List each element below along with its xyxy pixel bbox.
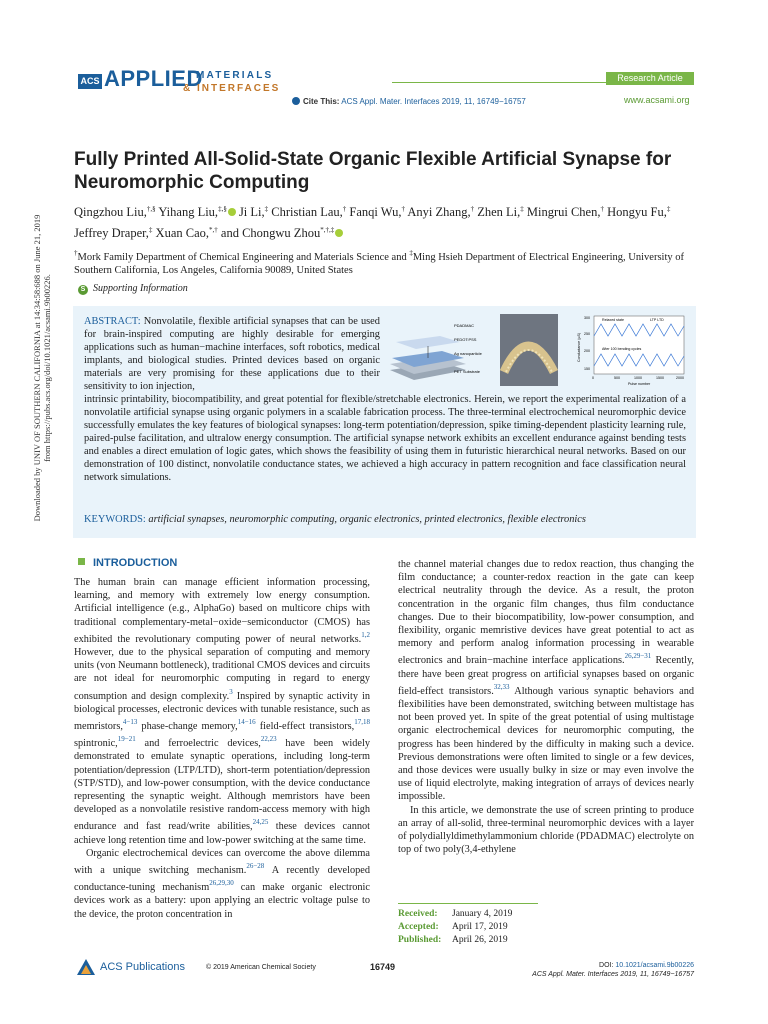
publisher-name: ACS Publications [100,961,185,973]
logo-interfaces: & INTERFACES [183,83,281,94]
section-marker-icon [78,558,85,565]
orcid-icon[interactable] [228,208,236,216]
plot-xtick: 1500 [656,376,664,380]
body-column-right [398,558,694,856]
plot-ylabel: Conductance (µS) [577,332,581,362]
journal-website-link[interactable]: www.acsami.org [624,95,690,105]
date-row: Received: January 4, 2019 [398,909,513,919]
flexible-device-photo [500,314,558,386]
author: Jeffrey Draper,‡ [74,226,153,240]
citation-ref[interactable]: 24,25 [252,818,269,827]
layer-stack-diagram [390,323,483,380]
citation-ref[interactable]: 19−21 [117,735,136,744]
layer-label: Ag nanoparticle [454,351,482,356]
author: Mingrui Chen,† [526,205,604,219]
plot-ytick: 200 [584,349,590,353]
plot-xtick: 0 [592,376,594,380]
abstract-label: ABSTRACT: [84,316,141,327]
paragraph: the channel material changes due to redox reaction, thus changing the film conductance; a counter-redox reaction in the gate can keep electrical neutrality through the device. As a result, the proton concentration in the organic film changes, thus film conductance changes. Due to their biocompatibility, low-power consumption, and flexibility, organic memristive devices have great potential to act as memory and perform analog information processing in wearable electronics and brain−machine interface applications.$^{26,29-31}$ Recently, there have been great progress on artificial synapses based on organic field-effect transistors.$^{32,33}$ Although various synaptic behaviors and flexibilities have been demonstrated, switching between multistage has not been proved yet. In spite of the great potential of using multistage organic electrochemical devices for neuromorphic computing, the progress has been hindered by the difficulty in making such a device. Previous demonstrations were often limited to single or a few devices, and those devices were usually bulky in size or may even involve the use of liquid electrolyte, making integration of arrays of devices nearly impossible. [398,559,694,803]
acs-publications-icon [76,958,96,976]
citation-ref[interactable]: 26−28 [246,862,265,871]
plot-xtick: 1000 [634,376,642,380]
author: Zhen Li,‡ [477,205,524,219]
acs-logo-mark: ACS [78,74,102,89]
date-row: Published: April 26, 2019 [398,935,508,945]
toc-graphic [388,312,688,388]
article-type-badge: Research Article [606,72,694,85]
download-banner-line: Downloaded by UNIV OF SOUTHERN CALIFORNIA at 14:34:58:688 on June 21, 2019 [32,214,42,522]
plot-ytick: 150 [584,367,590,371]
plot-ytick: 300 [584,316,590,320]
affiliations: †Mork Family Department of Chemical Engineering and Materials Science and ‡Ming Hsieh Department of Electrical Engineering, University of Southern California, Los Angeles, California 90089, United States [74,249,684,276]
author: Fanqi Wu,† [349,205,405,219]
cite-this[interactable] [292,97,526,106]
plot-xtick: 2000 [676,376,684,380]
cite-reference[interactable]: ACS Appl. Mater. Interfaces 2019, 11, 16749−16757 [341,97,526,106]
cite-icon [292,97,300,105]
dates-rule [398,903,538,904]
citation-ref[interactable]: 3 [229,687,233,696]
paragraph: The human brain can manage efficient information processing, learning, and memory with extremely low energy consumption. Artificial intelligence (e.g., AlphaGo) based on multicore chips with traditional complementary-metal−oxide−semiconductor (CMOS) has exhibited the revolutionary computing power of neural networks.$^{1,2}$ However, due to the physical separation of computing and memory units (von Neumann bottleneck), traditional CMOS devices and circuits are not ideal for neuromorphic computing in regard to energy consumption and design complexity.$^3$ Inspired by synaptic activity in biological processes, electronic devices with tunable resistance, such as memristors,$^{4-13}$ phase-change memory,$^{14-16}$ field-effect transistors,$^{17,18}$ spintronic,$^{19-21}$ and ferroelectric devices,$^{22,23}$ have been widely demonstrated to emulate synaptic operations, including long-term potentiation/depression (LTP/LTD), short-term potentiation/depression (STP/STD), and low-power consumption, with the device conductance representing the synaptic weight. Although memristors have been developed as a nonvolatile resistive random-access memory with high endurance and fast read/write abilities,$^{24,25}$ these devices cannot achieve long retention time and low-power switching at the same time. [74,577,371,846]
citation-ref[interactable]: 26,29,30 [209,879,234,888]
download-banner [32,148,52,588]
page-number: 16749 [370,962,396,972]
plot-ytick: 250 [584,332,590,336]
author: Hongyu Fu,‡ [607,205,671,219]
citation-ref[interactable]: 17,18 [354,718,370,727]
citation-ref[interactable]: 22,23 [260,735,277,744]
layer-label: PDADMAC [454,323,475,328]
orcid-icon[interactable] [335,229,343,237]
author: Anyi Zhang,† [407,205,475,219]
logo-applied: APPLIED [104,66,203,91]
citation-ref[interactable]: 4−13 [122,718,138,727]
abstract-text-part1: ABSTRACT: Nonvolatile, flexible artificial synapses that can be used for brain-inspired computing are highly desirable for emerging applications such as human−machine interfaces, soft robotics, medical implants, and biological studies. Printed devices based on organic materials are very promising for these applications due to their sensitivity to ion injection, [84,316,380,392]
supporting-information-label[interactable]: Supporting Information [93,283,188,294]
doi-info: DOI: 10.1021/acsami.9b00226 ACS Appl. Mater. Interfaces 2019, 11, 16749−16757 [492,961,694,979]
article-title: Fully Printed All-Solid-State Organic Flexible Artificial Synapse for Neuromorphic Computing [74,149,672,193]
layer-label: PET Substrate [454,369,480,374]
paragraph: In this article, we demonstrate the use of screen printing to produce an array of all-solid, three-terminal neuromorphic devices with a layer of polydiallyldimethylammonium chloride (PDADMAC) electrolyte on top of two poly(3,4-ethylene [398,804,694,856]
supporting-info-icon: S [78,285,88,295]
plot-legend-ltp-ltd: LTP LTD [650,318,664,322]
author: Xuan Cao,*,† [155,226,218,240]
section-heading-introduction: INTRODUCTION [78,557,177,569]
author-list [74,200,704,242]
acs-publications-logo [76,958,196,978]
journal-reference: ACS Appl. Mater. Interfaces 2019, 11, 16749−16757 [532,971,694,978]
layer-label: PEDOT:PSS [454,337,477,342]
cite-label: Cite This: [303,97,340,106]
citation-ref[interactable]: 32,33 [493,682,510,691]
author: and Chongwu Zhou*,†,‡ [221,226,343,240]
citation-ref[interactable]: 1,2 [361,630,370,639]
publication-dates [398,908,512,947]
logo-materials: MATERIALS [196,70,274,81]
conductance-plot [577,316,684,386]
body-column-left [74,576,370,921]
keywords-label: KEYWORDS: [84,514,146,525]
copyright: © 2019 American Chemical Society [206,964,316,971]
plot-legend-bent: After 100 bending cycles [602,347,642,351]
author: Qingzhou Liu,†,§ [74,205,156,219]
citation-ref[interactable]: 26,29−31 [624,652,652,661]
plot-xtick: 500 [614,376,620,380]
supporting-information-link[interactable] [78,283,188,295]
paragraph: Organic electrochemical devices can overcome the above dilemma with a unique switching mechanism.$^{26-28}$ A recently developed conductance-tuning mechanism$^{26,29,30}$ can make organic electronic devices work as a battery: upon applying an electric voltage pulse to the device, the proton concentration in [74,847,370,920]
author: Christian Lau,† [271,205,347,219]
plot-xlabel: Pulse number [628,382,651,386]
citation-ref[interactable]: 14−16 [237,718,256,727]
date-row: Accepted: April 17, 2019 [398,922,508,932]
author: Yihang Liu,‡,§ [158,205,235,219]
author: Ji Li,‡ [238,205,269,219]
doi-link[interactable]: 10.1021/acsami.9b00226 [615,962,694,969]
download-banner-line: from https://pubs.acs.org/doi/10.1021/acsami.9b00226. [42,274,52,462]
journal-logo [78,66,288,100]
keywords: KEYWORDS: artificial synapses, neuromorphic computing, organic electronics, printed electronics, flexible electronics [84,514,586,525]
abstract-text-part2: intrinsic printability, biocompatibility, and great potential for flexible/stretchable electronics. Herein, we report the experimental realization of a nonvolatile artificial synapse using organic polymers in a scalable fabrication process. The three-terminal electrochemical neuromorphic device successfully emulates the key features of biological synapses: long-term potentiation/depression, spike timing-dependent plasticity learning rule, paired-pulse facilitation, and ultralow energy consumption. The artificial synapse network exhibits an excellent endurance against bending tests and enables a direct emulation of logic gates, which shows the feasibility of using them in futuristic hierarchical neural networks. Based on our demonstration of 100 distinct, nonvolatile conductance states, we achieved a high accuracy in pattern recognition and face classification neural network simulations. [84,394,686,483]
plot-legend-relaxed: Relaxed state [602,318,624,322]
